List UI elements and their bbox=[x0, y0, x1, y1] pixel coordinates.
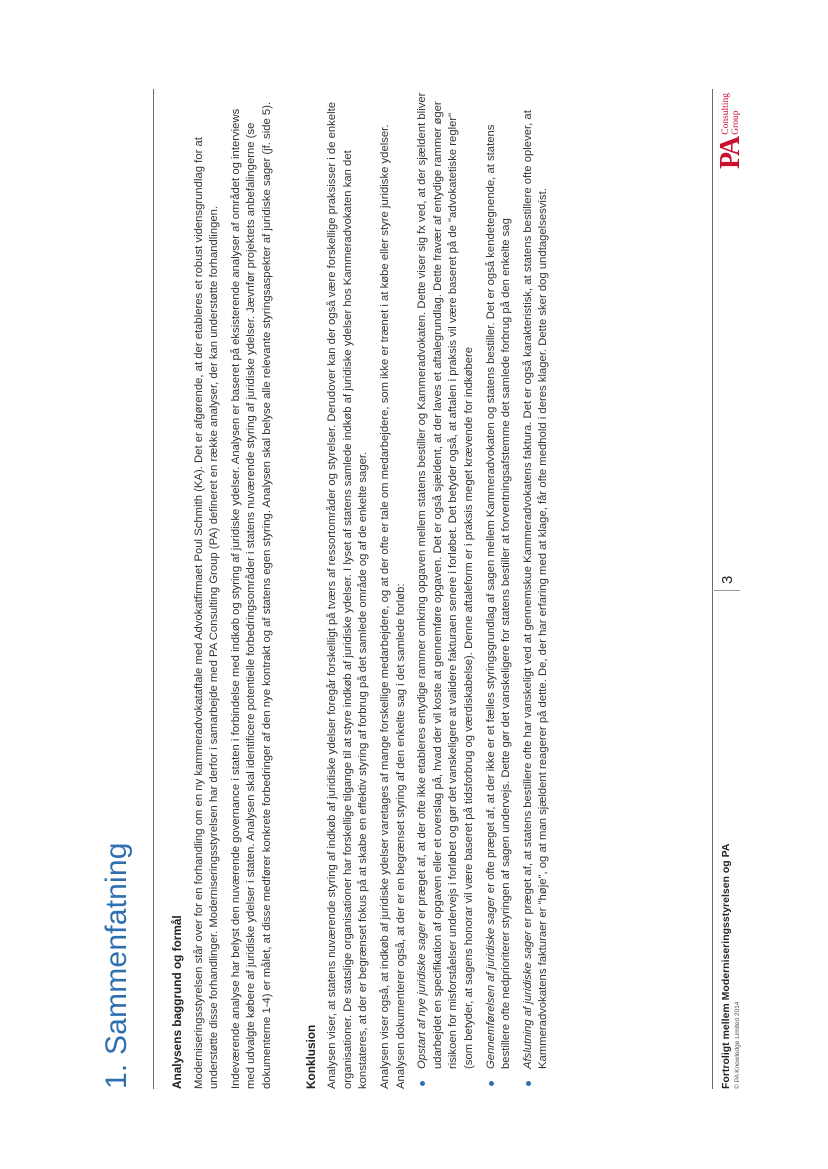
footer-copyright: © PA Knowledge Limited 2014 bbox=[734, 1001, 741, 1089]
bullet-item-opstart bbox=[415, 89, 477, 1089]
bullet-item-afslutning bbox=[521, 89, 552, 1089]
bullet-dot-icon bbox=[489, 1081, 494, 1086]
bullet-item-gennemfoerelse bbox=[484, 89, 515, 1089]
page-number: 3 bbox=[714, 576, 740, 591]
logo-mark: PA bbox=[715, 137, 746, 169]
bullet-dot-icon bbox=[526, 1081, 531, 1086]
bullet-lead: Afslutning af juridiske sager bbox=[521, 930, 534, 1069]
section-heading-background: Analysens baggrund og formål bbox=[170, 915, 184, 1089]
page-title: 1. Sammenfatning bbox=[100, 842, 133, 1089]
footer bbox=[720, 844, 741, 1089]
section-background bbox=[170, 89, 276, 1089]
bullet-text: er præget af, at statens bestillere ofte har vanskeligt ved at gennemskue Kammeradvokatens faktura. Det er også karakteristisk, at statens bestillere ofte oplever, at Kammeradvokatens fakturaer er "høje", og at man sjældent reagerer på dette. De, der har erfaring med at klage, får ofte medhold i deres klager. Dette sker dog undtagelsesvist. bbox=[521, 110, 550, 1069]
footer-divider bbox=[712, 89, 713, 1089]
bullet-lead: Gennemførelsen af juridiske sager bbox=[484, 896, 497, 1069]
paragraph: Moderniseringsstyrelsen står over for en forhandling om en ny kammeradvokataftale med Advokatfirmaet Poul Schmith (KA). Det er afgørende, at der etableres et robust vidensgrundlag for at understøtte disse forhandlinger. Moderniseringsstyrelsen har derfor i samarbejde med PA Consulting Group (PA) defineret en række analyser, der kan understøtte forhandlingen. bbox=[192, 137, 221, 1089]
conclusion-bullet-list bbox=[415, 89, 552, 1089]
bullet-text: er præget af, at der ofte ikke etableres entydige rammer omkring opgaven mellem statens bestiller og Kammeradvokaten. Dette viser sig fx ved, at der sjældent bliver udarbejdet en specifikation af opgaven eller et overslag på, hvad der vil koste at gennemføre opgaven. Det er også sjældent, at der laves et aftalegrundlag. Dette fravær af entydige rammer øger risikoen for misforståelser undervejs i forløbet og gør det vanskeligere at validere fakturaen senere i forløbet. Det betyder også, at aftalen i praksis vil være baseret på de "advokatetiske regler" (som betyder, at sagens honorar vil være baseret på tidsforbrug og værdiskabelse). Denne aftaleform er i praksis meget krævende for indkøbere bbox=[416, 92, 475, 1069]
paragraph: Indeværende analyse har belyst den nuværende governance i staten i forbindelse med indkøb og styring af juridiske ydelser. Analysen er baseret på eksisterende analyser af området og interviews med udvalgte købere af juridiske ydelser i staten. Analysen skal identificere potentielle forbedringsområder i statens nuværende styring af juridiske ydelser. Jævnfør projektets anbefalingerne (se dokumenterne 1-4) er målet, at disse medfører konkrete forbedringer af den nye kontrakt og af statens egen styring. Analysen skal belyse alle relevante styringsaspekter af juridiske sager (jf. side 5). bbox=[229, 101, 273, 1089]
bullet-dot-icon bbox=[420, 1081, 425, 1086]
pa-consulting-logo bbox=[716, 93, 746, 169]
footer-confidentiality: Fortroligt mellem Moderniseringsstyrelsen og PA bbox=[720, 843, 732, 1089]
logo-line: Group bbox=[731, 110, 741, 135]
bullet-lead: Opstart af nye juridiske sager bbox=[416, 922, 429, 1069]
section-heading-conclusion: Konklusion bbox=[303, 1024, 318, 1089]
logo-line: Consulting bbox=[721, 93, 731, 135]
section-conclusion bbox=[304, 89, 552, 1089]
logo-wordmark bbox=[721, 93, 741, 135]
paragraph: Analysen viser også, at indkøb af juridiske ydelser varetages af mange forskellige medarbejdere, og at der ofte er tale om medarbejdere, som ikke er trænet i at købe eller styre juridiske ydelser. Analysen dokumenterer også, at der er en begrænset styring af den enkelte sag i det samlede forløb: bbox=[378, 124, 407, 1089]
paragraph: Analysen viser, at statens nuværende styring af indkøb af juridiske ydelser foregår forskelligt på tværs af ressortområder og styrelser. Derudover kan der også være forskellige praksisser i de enkelte organisationer. De statslige organisationer har forskellige tilgange til at styre indkøb af juridiske ydelser. I lyset af statens samlede indkøb af juridiske ydelser hos Kammeradvokaten kan det konstateres, at der er begrænset fokus på at skabe en effektiv styring af forbrug på det samlede område og af de enkelte sager. bbox=[326, 101, 370, 1089]
content-area bbox=[170, 89, 558, 1089]
title-divider bbox=[153, 89, 154, 1089]
bullet-text: er ofte præget af, at der ikke er et fælles styringsgrundlag af sagen mellem Kammeradvokaten og statens bestiller. Det er også kendetegnende, at statens bestillere ofte nedprioriterer styringen af sagen undervejs. Dette gør det vanskeligere for statens bestiller at forventningsafstemme det samlede forbrug på den enkelte sag bbox=[484, 124, 513, 1069]
